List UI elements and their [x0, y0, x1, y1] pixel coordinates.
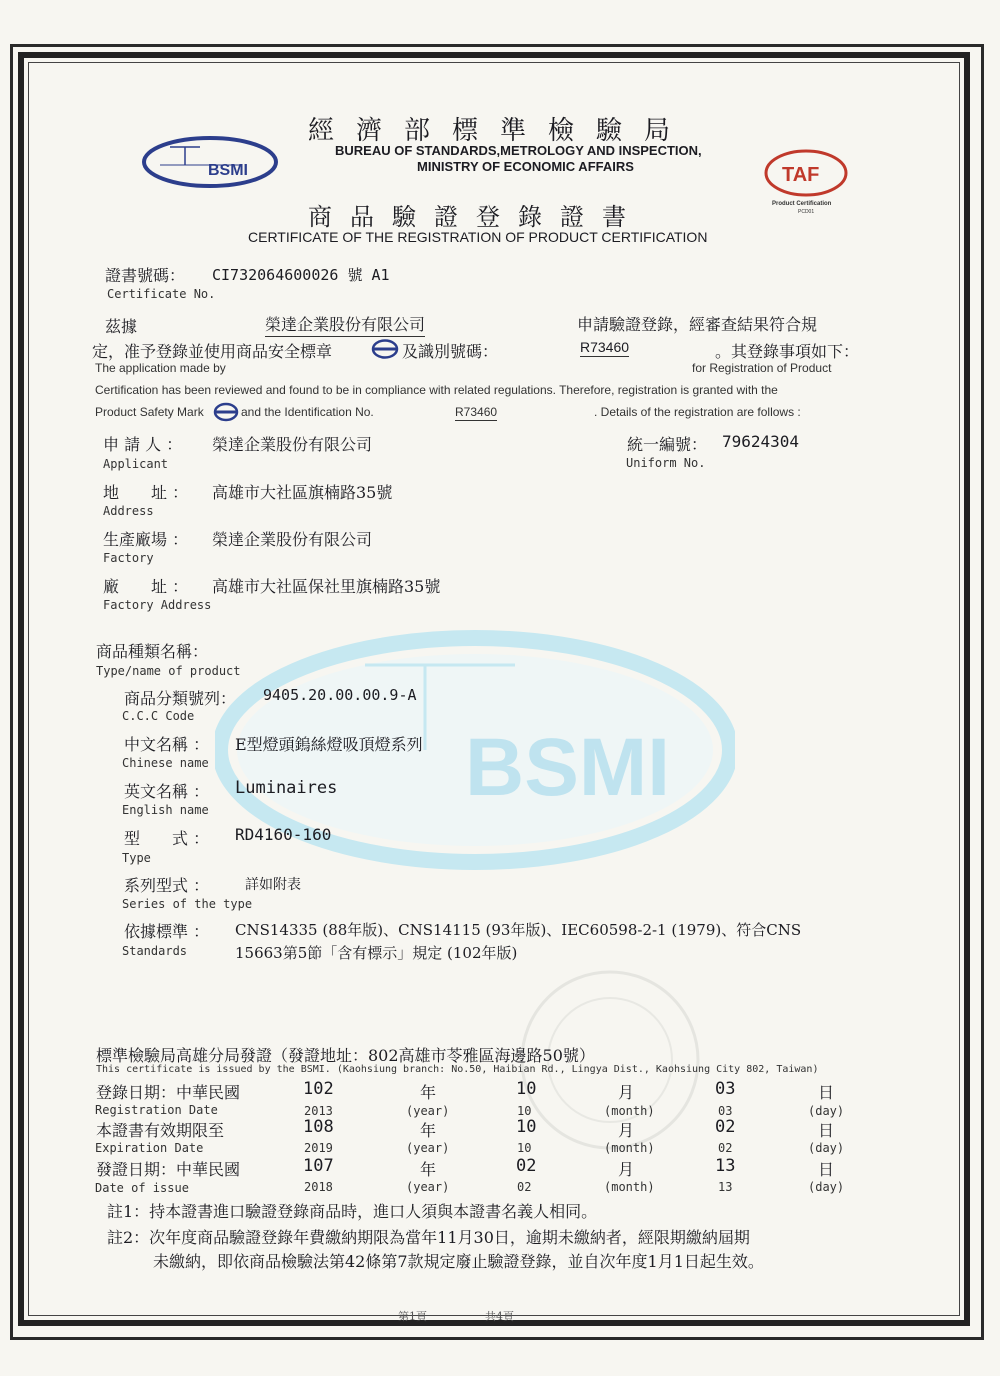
standards-label-en: Standards: [122, 944, 188, 958]
statement-l2-a: 定，准予登錄並使用商品安全標章: [92, 342, 333, 361]
applicant-label-en: Applicant: [103, 457, 169, 471]
statement-en-3-b: and the Identification No.: [241, 405, 374, 419]
exp-month-unit-en: (month): [604, 1141, 655, 1155]
issue-year-en: 2018: [304, 1180, 333, 1194]
ccc-value: 9405.20.00.00.9-A: [263, 686, 417, 704]
exp-month-unit: 月: [618, 1121, 635, 1140]
cert-title-en: CERTIFICATE OF THE REGISTRATION OF PRODUCT CERTIFICATION: [248, 229, 708, 245]
factory-label-en: Factory: [103, 551, 154, 565]
reg-month-en: 10: [517, 1104, 532, 1118]
svg-text:Product Certification: Product Certification: [772, 201, 832, 207]
cert-no-label-cn: 證書號碼：: [105, 266, 186, 285]
factory-address-label-cn: 廠 址 ：: [103, 577, 189, 596]
exp-day-unit: 日: [818, 1121, 835, 1140]
factory-value: 榮達企業股份有限公司: [212, 530, 373, 549]
uniform-value: 79624304: [722, 432, 800, 451]
ename-value: Luminaires: [235, 778, 338, 798]
reg-year-unit-en: (year): [406, 1104, 450, 1118]
statement-en-1-right: for Registration of Product: [692, 361, 832, 375]
note-2-line-1: 註2：次年度商品驗證登錄年費繳納期限為當年11月30日，逾期未繳納者，經限期繳納屆期: [107, 1228, 750, 1247]
statement-l1-a: 茲據: [105, 317, 138, 336]
safety-mark-icon: [371, 339, 399, 359]
standards-value-2: 15663第5節「含有標示」規定 (102年版): [235, 944, 518, 962]
bureau-name-en-2: MINISTRY OF ECONOMIC AFFAIRS: [417, 159, 634, 174]
reg-month: 10: [516, 1079, 537, 1099]
bureau-name-en-1: BUREAU OF STANDARDS,METROLOGY AND INSPECTION,: [335, 143, 702, 158]
exp-year-unit: 年: [420, 1121, 437, 1140]
exp-day-en: 02: [718, 1141, 733, 1155]
model-label-en: Type: [122, 851, 151, 865]
note-1: 註1：持本證書進口驗證登錄商品時，進口人須與本證書名義人相同。: [107, 1202, 598, 1221]
applicant-label-cn: 申 請 人 ：: [103, 435, 183, 454]
safety-mark-icon-en: [213, 402, 239, 422]
page-number: 第1頁: [398, 1310, 427, 1323]
issue-date-label-en: Date of issue: [95, 1181, 189, 1195]
exp-year: 108: [303, 1117, 334, 1137]
reg-day-unit-en: (day): [808, 1104, 845, 1118]
series-value: 詳如附表: [245, 877, 301, 893]
reg-date-label-cn: 登錄日期：中華民國: [96, 1083, 241, 1102]
address-value: 高雄市大社區旗楠路35號: [212, 483, 393, 502]
bureau-name-cn: 經濟部標準檢驗局: [308, 116, 693, 146]
exp-month-en: 10: [517, 1141, 532, 1155]
statement-l2-c: 。其登錄事項如下：: [715, 342, 860, 361]
reg-day: 03: [715, 1079, 736, 1099]
issue-day: 13: [715, 1156, 736, 1176]
issue-year-unit-en: (year): [406, 1180, 450, 1194]
issue-date-label-cn: 發證日期：中華民國: [96, 1160, 241, 1179]
model-value: RD4160-160: [235, 825, 332, 844]
exp-date-label-cn: 本證書有效期限至: [96, 1121, 225, 1140]
series-label-en: Series of the type: [122, 897, 253, 911]
issuer-en: This certificate is issued by the BSMI. (Kaohsiung branch: No.50, Haibian Rd., Lingya Dist., Kaohsiung City 802, Taiwan): [96, 1064, 819, 1075]
exp-month: 10: [516, 1117, 537, 1137]
cname-value: E型燈頭鎢絲燈吸頂燈系列: [235, 735, 423, 754]
statement-en-3-c: . Details of the registration are follows :: [594, 405, 801, 419]
issue-month-en: 02: [517, 1180, 532, 1194]
reg-year-en: 2013: [304, 1104, 333, 1118]
factory-address-label-en: Factory Address: [103, 598, 212, 612]
factory-address-value: 高雄市大社區保社里旗楠路35號: [212, 577, 441, 596]
cert-title-cn: 商品驗證登錄證書: [308, 203, 644, 231]
series-label-cn: 系列型式 ：: [124, 876, 210, 895]
issue-year-unit: 年: [420, 1160, 437, 1179]
exp-year-unit-en: (year): [406, 1141, 450, 1155]
note-2-line-2: 未繳納，即依商品檢驗法第42條第7款規定廢止驗證登錄，並自次年度1月1日起生效。: [153, 1252, 764, 1271]
standards-label-cn: 依據標準 ：: [124, 922, 210, 941]
product-type-label-cn: 商品種類名稱：: [96, 642, 209, 661]
reg-date-label-en: Registration Date: [95, 1103, 218, 1117]
issue-month-unit: 月: [618, 1160, 635, 1179]
reg-month-unit-en: (month): [604, 1104, 655, 1118]
issue-month: 02: [516, 1156, 537, 1176]
standards-value-1: CNS14335 (88年版)、CNS14115 (93年版)、IEC60598-2-1 (1979)、符合CNS: [235, 921, 802, 939]
bsmi-logo-text: BSMI: [208, 162, 248, 179]
watermark-text: BSMI: [465, 722, 670, 813]
page-total: 共4頁: [485, 1310, 514, 1323]
exp-year-en: 2019: [304, 1141, 333, 1155]
statement-l1-b: 申請驗證登錄，經審查結果符合規: [577, 315, 818, 334]
issuer-cn: 標準檢驗局高雄分局發證（發證地址：802高雄市苓雅區海邊路50號）: [96, 1046, 595, 1065]
ccc-label-cn: 商品分類號列：: [124, 689, 237, 708]
statement-en-2: Certification has been reviewed and found to be in compliance with related regulations. Therefore, registration is granted with the: [95, 383, 778, 397]
statement-l2-b: 及識別號碼：: [402, 342, 499, 361]
ename-label-cn: 英文名稱 ：: [124, 782, 210, 801]
product-type-label-en: Type/name of product: [96, 664, 241, 678]
issue-day-unit: 日: [818, 1160, 835, 1179]
applicant-value: 榮達企業股份有限公司: [212, 435, 373, 454]
exp-day: 02: [715, 1117, 736, 1137]
issue-year: 107: [303, 1156, 334, 1176]
model-label-cn: 型 式 ：: [124, 829, 210, 848]
address-label-cn: 地 址 ：: [103, 483, 189, 502]
factory-label-cn: 生產廠場 ：: [103, 530, 189, 549]
ename-label-en: English name: [122, 803, 209, 817]
bsmi-logo: [140, 135, 280, 190]
exp-date-label-en: Expiration Date: [95, 1141, 204, 1155]
statement-id-no: R73460: [580, 339, 630, 355]
uniform-label-en: Uniform No.: [626, 456, 706, 470]
statement-en-3-id: R73460: [455, 405, 498, 419]
ccc-label-en: C.C.C Code: [122, 709, 195, 723]
exp-day-unit-en: (day): [808, 1141, 845, 1155]
reg-month-unit: 月: [618, 1083, 635, 1102]
address-label-en: Address: [103, 504, 154, 518]
statement-en-1: The application made by: [95, 361, 226, 375]
cert-no-label-en: Certificate No.: [107, 287, 216, 301]
reg-year: 102: [303, 1079, 334, 1099]
uniform-label-cn: 統一編號：: [627, 435, 708, 454]
issue-day-unit-en: (day): [808, 1180, 845, 1194]
reg-year-unit: 年: [420, 1083, 437, 1102]
reg-day-unit: 日: [818, 1083, 835, 1102]
issue-day-en: 13: [718, 1180, 733, 1194]
issue-month-unit-en: (month): [604, 1180, 655, 1194]
cname-label-cn: 中文名稱 ：: [124, 735, 210, 754]
taf-logo: [760, 148, 855, 218]
svg-text:PCD01: PCD01: [798, 209, 815, 215]
cname-label-en: Chinese name: [122, 756, 209, 770]
cert-no-value: CI732064600026 號 A1: [212, 266, 390, 284]
reg-day-en: 03: [718, 1104, 733, 1118]
taf-logo-text: TAF: [782, 164, 820, 186]
statement-en-3-a: Product Safety Mark: [95, 405, 204, 419]
statement-company: 榮達企業股份有限公司: [265, 312, 425, 337]
